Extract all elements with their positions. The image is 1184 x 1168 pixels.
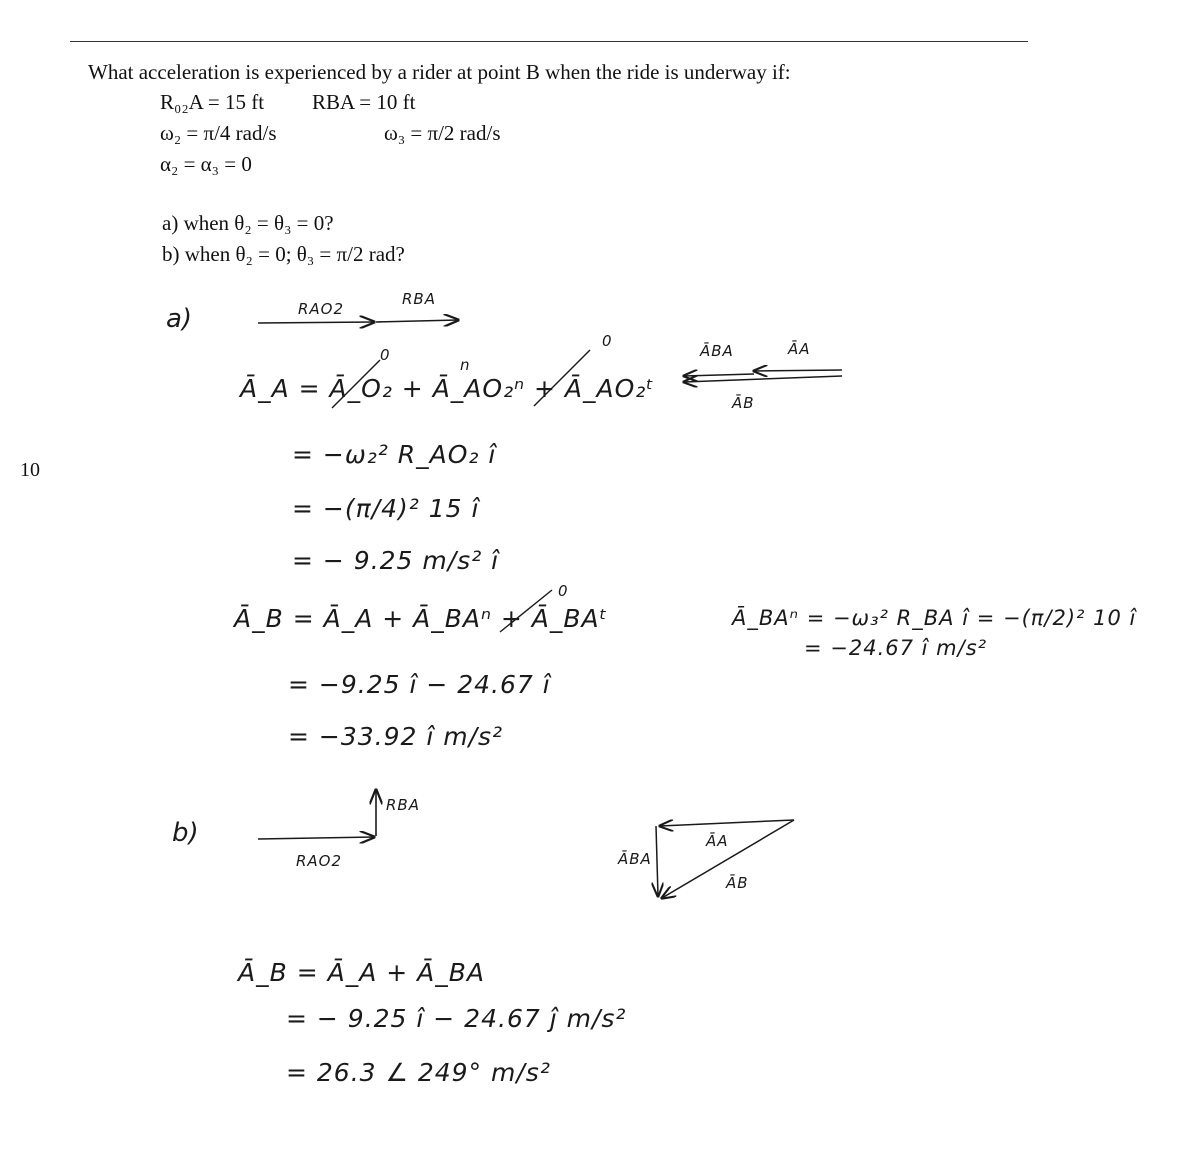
- label-rao2-a: RAO2: [298, 300, 345, 318]
- eq-b-1: Ā_B = Ā_A + Ā_BA: [238, 958, 485, 987]
- side-eq-2: = −24.67 î m/s²: [804, 636, 988, 660]
- eq-b-3: = 26.3 ∠ 249° m/s²: [286, 1058, 551, 1087]
- given-rba: RBA = 10 ft: [312, 90, 416, 114]
- eq-aa: Ā_A = Ā_O₂ + Ā_AO₂ⁿ + Ā_AO₂ᵗ: [240, 374, 655, 403]
- problem-question: What acceleration is experienced by a rider at point B when the ride is underway if:: [88, 60, 791, 84]
- poly-a-ab: [684, 376, 842, 382]
- vector-rba-a: [376, 320, 458, 322]
- given-r02a: R₀₂A = 15 ft: [160, 90, 265, 114]
- eq-aa-4: = − 9.25 m/s² î: [292, 546, 500, 575]
- case-b-text: b) when θ₂ = 0; θ₃ = π/2 rad?: [162, 242, 405, 266]
- part-a-label: a): [166, 304, 193, 334]
- eq-aa-2: = −ω₂² R_AO₂ î: [292, 440, 497, 469]
- poly-b-label-aba: ĀBA: [618, 850, 652, 868]
- poly-a-label-ab: ĀB: [732, 394, 755, 412]
- label-rba-a: RBA: [402, 290, 436, 308]
- zero-mark-3: 0: [558, 582, 569, 600]
- given-omega2: ω₂ = π/4 rad/s: [160, 121, 277, 145]
- eq-aa-3: = −(π/4)² 15 î: [292, 494, 480, 523]
- zero-mark-1: 0: [380, 346, 391, 364]
- label-rba-b: RBA: [386, 796, 420, 814]
- side-eq-1: Ā_BAⁿ = −ω₃² R_BA î = −(π/2)² 10 î: [732, 606, 1137, 630]
- eq-ab-3: = −33.92 î m/s²: [288, 722, 504, 751]
- poly-a-label-aba: ĀBA: [700, 342, 734, 360]
- part-b-label: b): [172, 818, 199, 848]
- poly-a-aa: [754, 370, 842, 371]
- vector-rao2-a: [258, 322, 374, 323]
- poly-b-aa: [660, 820, 794, 826]
- vector-rao2-b: [258, 837, 374, 839]
- case-a-text: a) when θ₂ = θ₃ = 0?: [162, 211, 334, 235]
- poly-a-label-aa: ĀA: [788, 340, 811, 358]
- label-rao2-b: RAO2: [296, 852, 343, 870]
- n-mark-1: n: [460, 356, 471, 374]
- eq-b-2: = − 9.25 î − 24.67 ĵ m/s²: [286, 1004, 627, 1033]
- given-omega3: ω₃ = π/2 rad/s: [384, 121, 501, 145]
- zero-mark-2: 0: [602, 332, 613, 350]
- eq-ab-2: = −9.25 î − 24.67 î: [288, 670, 551, 699]
- poly-a-aba: [684, 374, 754, 376]
- poly-b-label-ab: ĀB: [726, 874, 749, 892]
- poly-b-label-aa: ĀA: [706, 832, 729, 850]
- poly-b-aba: [656, 826, 658, 896]
- given-alpha: α₂ = α₃ = 0: [160, 152, 252, 176]
- eq-ab: Ā_B = Ā_A + Ā_BAⁿ + Ā_BAᵗ: [234, 604, 609, 633]
- page-number: 10: [20, 459, 40, 481]
